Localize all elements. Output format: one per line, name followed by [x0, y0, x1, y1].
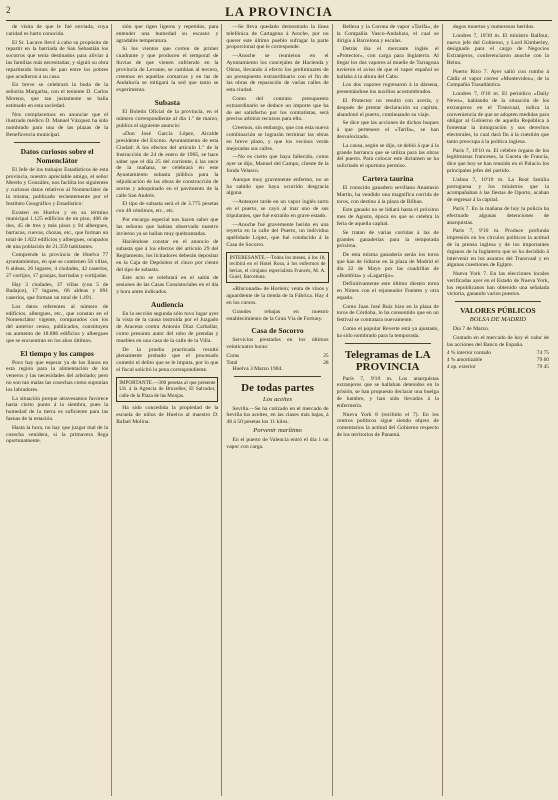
article-paragraph: Londres 7, 10'30 m. El ministro Balfour, nuevo jefe del Gobierno, y Lord Kimberley, designado para el cargo de Negocios Extranjeros, conferenciaron anoche con la Reina. [446, 32, 550, 66]
stat-label: Total [226, 359, 238, 366]
masthead [0, 2, 558, 22]
advertisement-box [116, 377, 218, 402]
article-paragraph: París 7, 9'10 m. Los anarquistas extranjeros que se hallaban detenidos en la prisión, se han propuesto declarar una huelga de hambre, y han sido llevados á la enfermería. [336, 375, 439, 409]
article-paragraph: Definitivamente este último diestro torea en Nimes con el rejoneador Fuentes y otra espada. [336, 281, 439, 301]
article-paragraph: Si los vientos que corren de primer cuadrante y que producen el temporal de lluvias de que vienen sufriendo en la provincia de Levante, se cambian al tercero, creemos en aquellas comarcas y en las de Andalucía se mitigará la sed que tanto se experimenta. [116, 46, 219, 94]
article-paragraph: En breve se celebrará la boda de la señorita Margarita, con el teniente D. Carlos Moreno, que tan justamente se halla estimado en esta sociedad. [6, 82, 109, 109]
article-paragraph: Contado en el mercado de hoy el valor de las acciones del Banco de España. [446, 334, 550, 348]
article-paragraph: «Rinconada» de Horlein; venta de vinos y aguardiente de la tienda de la Fábrica. Hay 4 en los cursos. [226, 286, 329, 306]
page-number: 2 [6, 5, 11, 15]
article-paragraph: Hacíéndose constar en el anuncio de subasta que á los efectos del artículo 29 del Reglamento, los licitadores deberán depositar en la Caja de Depósitos el cinco por ciento del tipo de subasta. [116, 239, 219, 273]
article-paragraph: Existen en Huelva y en su término municipal 1.125 edificios de un piso, 406 de dos, 45 de tres y más pisos y 94 albergues, barracas, cuevas, chozas, etc., que forman un total de 1.822 edificios y albergues, ocupados de una población de 21.359 habitantes. [6, 209, 109, 250]
article-paragraph: Este ganado no se lidiará hasta el próximo mes de Agosto, época en que se celebra la feria de aquella capital. [336, 207, 439, 227]
article-paragraph: dugos muertos y numerosos heridos. [452, 24, 535, 30]
article-paragraph: Dia 7 de Marzo. [452, 326, 490, 333]
article-paragraph: Ha sido concedida la propiedad de la escuela de niños de Huelva al maestro D. Rafael Molina. [116, 405, 219, 425]
quote-value: 79 60 [536, 357, 550, 364]
article-paragraph: La causa, según se dijo, se debió á que á la grande barranca que se utiliza para las obras del puerto. Para colocar este dictamen se ha solicitado el oportuno permiso. [336, 142, 439, 170]
quote-label: 4 % amortizable [446, 357, 483, 364]
divider [14, 142, 100, 143]
article-paragraph: De esta misma ganadería serán los toros que han de lidiarse en la plaza de Madrid el día 22 de Mayo por las cuadrillas de «Bombita» y «Lagartijo». [336, 252, 439, 279]
quote-label: 4 % interior contado [446, 350, 491, 357]
article-paragraph: De la prueba practicada resultó plenamente probado que el procesado cometió el delito que se le imputa, por lo que el fiscal solicitó la pena correspondiente. [116, 346, 219, 374]
article-paragraph: Aunque muy gravemente enfermo, no se ha sabido que haya ocurrido desgracia alguna. [226, 176, 329, 197]
subsection-heading: BOLSA DE MADRID [469, 316, 527, 324]
article-paragraph: Belleza y la Corona de vapor «Tarifa», de la Compañía Vasco-Andaluza, el cual se dirigía á Barcelona y escalas. [336, 24, 439, 44]
article-paragraph: París 7. En la mañana de hoy la policía ha efectuado algunas detenciones de anarquistas. [446, 205, 550, 226]
column-4 [337, 24, 443, 796]
article-paragraph: Nueva York 8 (recibido el 7). En los centros políticos sigue siendo objeto de comentarios la actitud del Gobierno respecto de los territorios de Panamá. [336, 411, 439, 439]
stat-label: Curas [226, 352, 239, 359]
subsection-heading: Porvenir marítimo [253, 427, 302, 435]
paper-title: LA PROVINCIA [225, 4, 333, 19]
section-heading: VALORES PÚBLICOS [460, 306, 536, 316]
article-paragraph: Por encargo especial nos hacen saber que las señoras que habían observado nuestro invierno ya se hallan muy quebrantadas. [116, 216, 219, 237]
article-paragraph: El Sr. Lacave llevó á cabo su propósito de repartir en la barriada de San Sebastián los socorros que tenía destinados para aliviar á las familias más necesitadas; y siguió su obra repartiendo bonos de pan entre los pobres que acudieron á su casa. [6, 39, 109, 80]
column-3 [226, 24, 332, 796]
article-paragraph: En el puerto de Valencia entró el día 1 un vapor con carga. [226, 436, 329, 450]
section-heading: Cartera taurina [362, 173, 414, 183]
quote-row [447, 357, 549, 364]
section-heading: De todas partes [241, 381, 314, 394]
quote-value: 79 45 [536, 363, 550, 370]
quote-row [447, 364, 549, 371]
article-paragraph: de visita de que le fué enviada, cuya caridad es harto conocida. [6, 24, 109, 37]
article-paragraph: El conocido ganadero sevillano Anastasio Martín, ha vendido una magnífica corrida de toros, con destino á la plaza de Bilbao. [336, 184, 439, 205]
article-paragraph: El Jefe de los trabajos Estadísticos de esta provincia, nuestro apreciable amigo, el señor Merelo y González, nos facilita los siguientes y curiosos datos relativos al Nomenclátor de la misma, publicado recientemente por el Instituto Geográfico y Estadístico: [6, 166, 109, 207]
article-paragraph: Comprende la provincia de Huelva 77 ayuntamientos, en que se contienen 56 villas, 6 aldeas, 26 lugares, 4 ciudades, 42 caseríos, 27 cortijos, 17 granjas, barriadas y cortijadas. [6, 252, 109, 279]
article-paragraph: Puerto Rico 7. Ayer salió con rumbo á Cádiz el vapor correo «Montevideo», de la Compañía Trasatlántica. [446, 68, 550, 89]
quote-row [447, 350, 549, 357]
stat-row [226, 353, 328, 360]
article-paragraph: La situación porque atravesamos favorece hasta cierto punto á la siembra, pues la humedad de la tierra es suficiente para las faenas de la estación. [6, 395, 109, 423]
article-paragraph: París 7, 10'10 m. El célebre órgano de los legitimistas franceses, la Gaceta de Francia, dice que hoy se han reunido en el Palacio los principales jefes del partido. [446, 147, 550, 174]
article-paragraph: Los datos referentes al número de edificios, albergues, etc., que constan en el Nomenclátor vigente, comparados con los del anterior censo, publicados, constituyen un aumento de 18.886 edificios y albergues que se encuentran en los años últimos. [6, 303, 109, 344]
article-paragraph: —Anoche se reunieron en el Ayuntamiento los concejales de Hacienda y Obras, llevando á efecto los preliminares de un presupuesto extraordinario con el fin de las obras de reparación de varias calles de esta ciudad. [226, 53, 329, 94]
section-heading: Telegramas de LA PROVINCIA [344, 348, 431, 373]
article-paragraph: sión que rigen ligeros y repetidos, para entender una humedad su escasez y agradable temperatura. [116, 24, 219, 44]
column-2 [116, 24, 222, 796]
section-heading: Subasta [154, 97, 181, 107]
article-paragraph: Creemos, sin embargo, que con esta nueva combinación se lograrán terminar las obras en breve plazo, y que los vecinos verán mejoradas sus calles. [226, 125, 329, 152]
article-paragraph: Como el popular Reverte está ya ajustado, ha sido nombrado para la temporada. [336, 326, 439, 339]
article-paragraph: Londres 7, 0'10 m. El periódico «Daily News», hablando de la situación de los extranjeros en el Transvaal, indica la conveniencia de que se adopten medidas para obligar al Gobierno de aquella República á fomentar la inmigración y sus derechos electorales, lo cual dará fin á la cuestión que tanto preocupa á la política inglesa. [446, 91, 550, 145]
advertisement-text: IMPORTANTE.—300 pesetas al que presente Ud. á la Agencia de Bruxelles, El Salvador, calle de la Plaza de las Monjas. [119, 379, 216, 399]
article-paragraph: Hay 3 ciudades, 37 villas (con 5 de Badajoz), 17 lugares, 66 aldeas y 891 caseríos, que forman un total de 1.491. [6, 281, 109, 302]
stat-value: 28 [323, 359, 329, 366]
column-5 [447, 24, 552, 796]
article-paragraph: En la sección segunda sólo tuvo lugar ayer la vista de la causa instruida por el Juzgado de Aracena contra Antonio Díaz Carballar, como presunto autor del robo de prendas y muebles en una casa de la calle de la Villa. [116, 310, 219, 344]
column-1 [6, 24, 112, 796]
notice-text: INTERESANTE.—Todos los meses, á los 18, recibirá en el Hotel Rosa, á los enfermos de herias, el cirujano especialista Francés, M. A. Guiel, Barcelona. [229, 254, 326, 280]
article-paragraph: Poco hay que esperar ya de los llanos en esta región para la alimentación de los veneros y las necesidades del arbolado; pero no son tan malas las cosechas como suponían los labradores. [6, 359, 109, 393]
article-paragraph: Huelva 3 Marzo 1904. [232, 366, 283, 373]
article-paragraph: Se tratan de varias corridas á las de grandes ganaderías para la temporada próxima. [336, 229, 439, 250]
article-paragraph: Grandes rebajas en nuestro establecimiento de la Gran Vía de Fortuny. [226, 308, 329, 322]
article-paragraph: —Anoche fué gravemente herido en una reyerta en la calle del Puerto, un individuo apellidado López, que fué conducido á la Casa de Socorro. [226, 221, 329, 248]
article-paragraph: Lisboa 7, 10'10 m. La Real familia portuguesa y los ministros que la acompañaban á las fiestas de Oporto, acaban de regresar á la capital. [446, 176, 550, 204]
divider [234, 376, 320, 377]
divider [455, 301, 541, 302]
article-paragraph: París 7, 9'10 m. Produce profunda impresión en los círculos políticos la actitud de la prensa inglesa y de los importantes órganos de la Inglaterra que se ha decidido á intervenir en los asuntos del Transvaal y en algunas cuestiones de Egipto. [446, 228, 550, 269]
notice-box [226, 252, 328, 284]
article-paragraph: Como Juan José Ruiz hizo en la plaza de toros de Córdoba, lo ha consentido que en un festival se contratara nuevamente. [336, 303, 439, 324]
article-paragraph: El Boletín Oficial de la provincia, en el número correspondiente al día 1.º de marzo, publica el siguiente anuncio: [116, 108, 219, 129]
section-heading: Audiencia [151, 299, 184, 309]
article-paragraph: Los dos vapores regresaron á la dársena, presentándose los auxilios acostumbrados. [336, 82, 439, 96]
article-paragraph: Servicios prestados en los últimos veinticuatro horas: [226, 337, 329, 351]
section-heading: Datos curiosos sobre el Nomenclátor [20, 146, 94, 165]
columns [6, 24, 552, 796]
article-paragraph: Nos complacemos en anunciar que el ilustrado médico D. Manuel Vázquez ha sido nombrado para una de las plazas de la Beneficencia municipal. [6, 111, 109, 138]
stat-row [226, 360, 328, 367]
quote-value: 74 75 [536, 350, 550, 357]
article-paragraph: El Protector no resultó con avería, y después de prestar declaración su capitán, abandonó el puerto, continuando su viaje. [336, 97, 439, 118]
article-paragraph: Como del contrato presupuesto extraordinario se deduce un importe que ha de ser satisfecho por los contratistas, será preciso arbitrar recursos para ello. [226, 95, 329, 123]
article-paragraph: —Anteayer tarde en un vapor inglés surto en el puerto, se cayó al mar uno de sus tripulantes, que fué extraído en grave estado. [226, 199, 329, 219]
subsection-heading: Los aceites [262, 395, 293, 403]
article-paragraph: Se dice que las acciones de dichos buques á que pertenece el «Tarifa», se han desvalorizado. [336, 120, 439, 140]
article-paragraph: El tipo de subasta será el de 3.775 pesetas con 48 céntimos, etc., etc. [116, 201, 219, 215]
divider [345, 343, 431, 344]
section-heading: Casa de Socorro [251, 326, 304, 336]
quote-label: 4 op. exterior [446, 363, 476, 370]
article-paragraph: Este acto se celebrará en el salón de sesiones de las Casas Consistoriales en el día y hora antes indicados. [116, 275, 219, 295]
article-paragraph: Sevilla.—Se ha cotizado en el mercado de Sevilla los aceites, en las clases más bajas, á 48 á 50 pesetas los 11 kilos. [226, 405, 329, 426]
article-paragraph: Hasta la hora, no hay que juzgar mal de la cosecha venidera, si la primavera llega oportunamente. [6, 424, 109, 445]
article-paragraph: —No es cierto que haya fallecido, como ayer se dijo, Manuel del Campo, cliente de la fonda Velasco. [226, 154, 329, 174]
masthead-rule [6, 20, 552, 21]
article-paragraph: Detrás iba el mercante inglés el «Protector», con carga para Inglaterra. Al llegar los dos vapores al muelle de Tarragona tuvieron el aviso de que el vapor español se hallaba á la altura del Cabo. [336, 46, 439, 80]
stat-value: 25 [323, 352, 329, 359]
article-paragraph: —Se lleva quedado demostrado la línea telefónica de Cartagena á Aroche, por no querer este último pueblo sufragar la parte proporcional que le corresponde. [226, 24, 329, 51]
article-paragraph: «Don José García López, Alcalde presidente del Excmo. Ayuntamiento de esta Ciudad: A los efectos del artículo 1.º de la Instrucción de 24 de enero de 1905, se hace saber que el día 25 del corriente, á las once de la mañana, se celebrará en este Ayuntamiento subasta pública para la adjudicación de las obras de construcción de aceras y adoquinado en el pavimento de la calle San Andrés. [116, 131, 219, 199]
section-heading: El tiempo y los campos [20, 348, 94, 358]
article-paragraph: Nueva York 7. En las elecciones locales verificadas ayer en el Estado de Nueva York, los republicanos han obtenido una señalada victoria, ganando varios puestos. [446, 271, 550, 298]
